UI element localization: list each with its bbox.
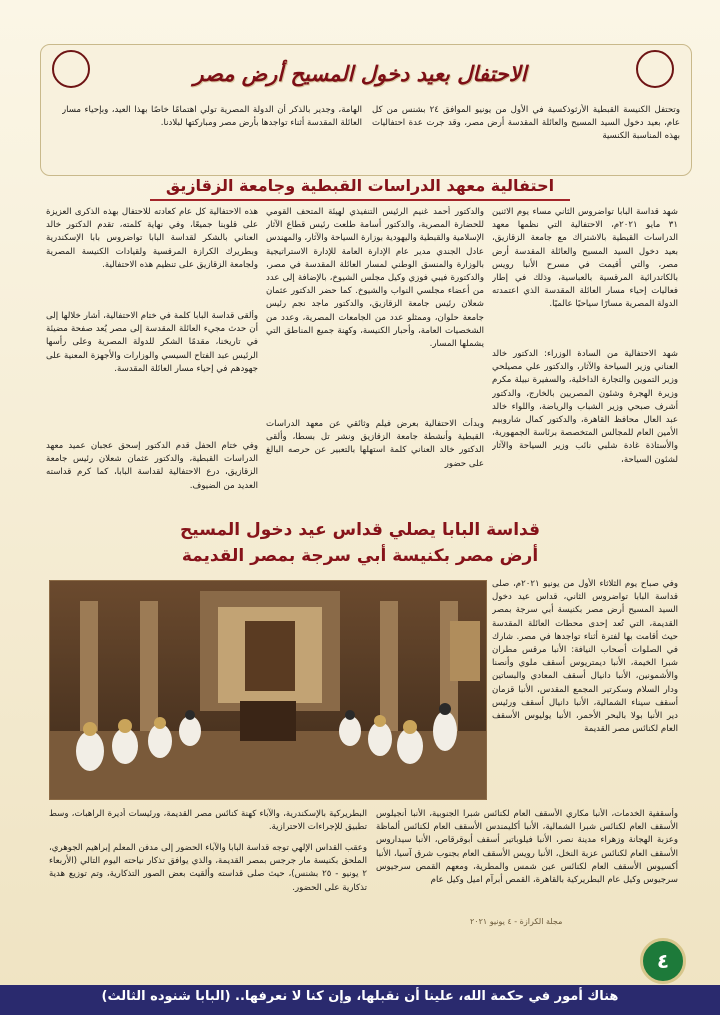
church-liturgy-photo (49, 580, 487, 800)
article2-heading-line2: أرض مصر بكنيسة أبي سرجة بمصر القديمة (181, 546, 539, 566)
ornament-swirl-right-icon (636, 50, 674, 88)
banner-text-left: الهامة، وجدير بالذكر أن الدولة المصرية تولي اهتمامًا خاصًا بهذا العيد، وبإحياء مسار العائلة المقدسة أثناء تواجدها بأرض مصر ومباركتها لبلادنا. (62, 105, 362, 129)
article2-side-column: وفي صباح يوم الثلاثاء الأول من يونيو ٢٠٢١م، صلى قداسة البابا تواضروس الثاني، قداس عيد دخول السيد المسيح أرض مصر بكنيسة أبي سرجة بمصر القديمة، التي تُعد إحدى محطات العائلة المقدسة حيث أقامت بها لفترة أثناء تواجدها في مصر. شارك في الصلوات أصحاب النيافة: الأنبا مرقس مطران شبرا الخيمة، الأنبا ديمتريوس أسقف ملوي وأنصنا والأشمونين، الأنبا دانيال أسقف المعادي والبساتين ودار السلام وسكرتير المجمع المقدس، الأنبا قزمان أسقف سيناء الشمالية، الأنبا دانيال أسقف ورئيس دير الأنبا بولا بالبحر الأحمر، الأنبا يوليوس الأسقف العام لكنائس مصر القديمة (492, 579, 678, 735)
banner-text-right: وتحتفل الكنيسة القبطية الأرثوذكسية في الأول من يونيو الموافق ٢٤ بشنس من كل عام، بعيد دخول السيد المسيح والعائلة المقدسة أرض مصر، وقد جرت عدة احتفاليات بهذه المناسبة الكنسية (372, 105, 680, 142)
page-number-badge: ٤ (640, 938, 686, 984)
article1-col2: والدكتور أحمد غنيم الرئيس التنفيذي لهيئة المتحف القومي للحضارة المصرية، والدكتور أسامة طلعت رئيس قطاع الآثار الإسلامية والقبطية واليهودية بوزارة السياحة والآثار، والمهندس عادل الجندي مدير عام الإدارة العامة للإدارة الاستراتيجية بالوزارة والمنسق الوطني لمسار العائلة المقدسة في مصر، والدكتورة فيبي فوزي وكيل مجلس الشيوخ، بالإضافة إلى عدد من أعضاء مجلسي النواب والشيوخ. كما حضر الدكتور عثمان شعلان رئيس جامعة الزقازيق، والدكتور ماجد نجم رئيس جامعة حلوان، وممثلو عدد من الجامعات المصرية، وعدد من الشخصيات العامة، وأحبار الكنيسة، وكهنة جميع المناطق التي يشملها المسار. (266, 207, 484, 350)
article1-col3: هذه الاحتفالية كل عام كعادته للاحتفال بهذه الذكرى العزيزة على قلوبنا جميعًا، وفي نهاية كلمته، تقدم الدكتور خالد العناني بالشكر لقداسة البابا تواضروس بابا الإسكندرية وبطريرك الكرازة المرقسية ولقيادات الكنيسة المصرية ولجامعة الزقازيق على تنظيم هذه الاحتفالية. (46, 207, 258, 270)
article1-col1b: شهد الاحتفالية من السادة الوزراء: الدكتور خالد العناني وزير السياحة والآثار، والدكتور علي مصيلحي وزير التموين والتجارة الداخلية، والسفيرة نبيلة مكرم وزيرة الهجرة وشئون المصريين بالخارج، والدكتور أشرف صبحي وزير الشباب والرياضة، واللواء خالد عبد العال محافظ القاهرة، والدكتور كمال شاروبيم الأمين العام للمجالس المتخصصة برئاسة الجمهورية، والأستاذة غادة شلبي نائب وزير السياحة والآثار لشئون السياحة، (492, 349, 678, 465)
banner-title: الاحتفال بعيد دخول المسيح أرض مصر (193, 60, 527, 86)
article1-col1: شهد قداسة البابا تواضروس الثاني مساء يوم الاثنين ٣١ مايو ٢٠٢١م، الاحتفالية التي نظمها معهد الدراسات القبطية بالاشتراك مع جامعة الزقازيق، بعيد دخول السيد المسيح والعائلة المقدسة أرض مصر، والتي أقيمت في مسرح الأنبا رويس بالكاتدرائية المرقسية بالعباسية، وذلك في إطار فعاليات إحياء مسار العائلة المقدسة الذي اعتمدته الدولة المصرية مسارًا سياحيًا عالميًا. (492, 207, 678, 310)
article1-col3b: وألقى قداسة البابا كلمة في ختام الاحتفالية، أشار خلالها إلى أن حدث مجيء العائلة المقدسة إلى مصر يُعد صفحة مضيئة في تاريخنا، مقدمًا الشكر للدولة المصرية وعلى رأسها الرئيس عبد الفتاح السيسي والوزارات والأجهزة المعنية على جهودهم في إحياء مسار العائلة المقدسة. (46, 311, 258, 374)
article2-left-para2: وعقب القداس الإلهي توجه قداسة البابا والآباء الحضور إلى مدفن المعلم إبراهيم الجوهري، الملحق بكنيسة مار جرجس بمصر القديمة، والذي يوافق تذكار نياحته اليوم التالي (الأربعاء ٢ يونيو - ٢٥ بشنس)، حيث صلى قداسته وألقيت بعض الصور التذكارية، وتم توزيع هدية تذكارية على الحضور. (49, 843, 367, 893)
banner-title-box (90, 50, 630, 96)
article2-wide-column: وأسقفية الخدمات، الأنبا مكاري الأسقف العام لكنائس شبرا الجنوبية، الأنبا أنجيلوس الأسقف العام لكنائس شبرا الشمالية، الأنبا أكليمندس الأسقف العام لكنائس ألماظة وعزبة الهجانة وزهراء مدينة نصر، الأنبا فيلوباتير أسقف أبوقرقاص، الأنبا سيداروس الأسقف العام لكنائس عزبة النخل، الأنبا رويس الأسقف العام بجنوب شرق آسيا، الأنبا أكسيوس الأسقف العام لكنائس عين شمس والمطرية، ومعهم القمص سرجيوس سرجيوس وكيل عام البطريركية بالقاهرة، القمص أبرآم اميل وكيل عام (376, 809, 678, 886)
pope-quote: هناك أمور في حكمة الله، علينا أن نقبلها، وإن كنا لا نعرفها.. (البابا شنوده الثالث) (101, 989, 619, 1004)
article1-col3c: وفي ختام الحفل قدم الدكتور إسحق عجبان عميد معهد الدراسات القبطية، والدكتور عثمان شعلان رئيس جامعة الزقازيق، درع الاحتفالية لقداسة البابا، كما كرم قداسته العديد من الضيوف. (46, 441, 258, 491)
article1-heading: احتفالية معهد الدراسات القبطية وجامعة الزقازيق (165, 176, 555, 195)
article1-col2b: وبدأت الاحتفالية بعرض فيلم وثائقي عن معهد الدراسات القبطية وأنشطة جامعة الزقازيق ونشر تل بسطا، وألقى الدكتور خالد العناني كلمة استهلها بالتعبير عن حرصه البالغ على حضور (266, 419, 484, 469)
article2-left-para1: البطريركية بالإسكندرية، والآباء كهنة كنائس مصر القديمة، ورئيسات أديرة الراهبات، وسط تطبيق للإجراءات الاحترازية. (49, 809, 367, 833)
church-interior-image (50, 581, 486, 799)
magazine-footer: مجلة الكرازة - ٤ يونيو ٢٠٢١ (470, 917, 563, 926)
article1-rule (150, 199, 570, 201)
article2-heading-line1: قداسة البابا يصلي قداس عيد دخول المسيح (180, 520, 540, 540)
ornament-swirl-left-icon (52, 50, 90, 88)
